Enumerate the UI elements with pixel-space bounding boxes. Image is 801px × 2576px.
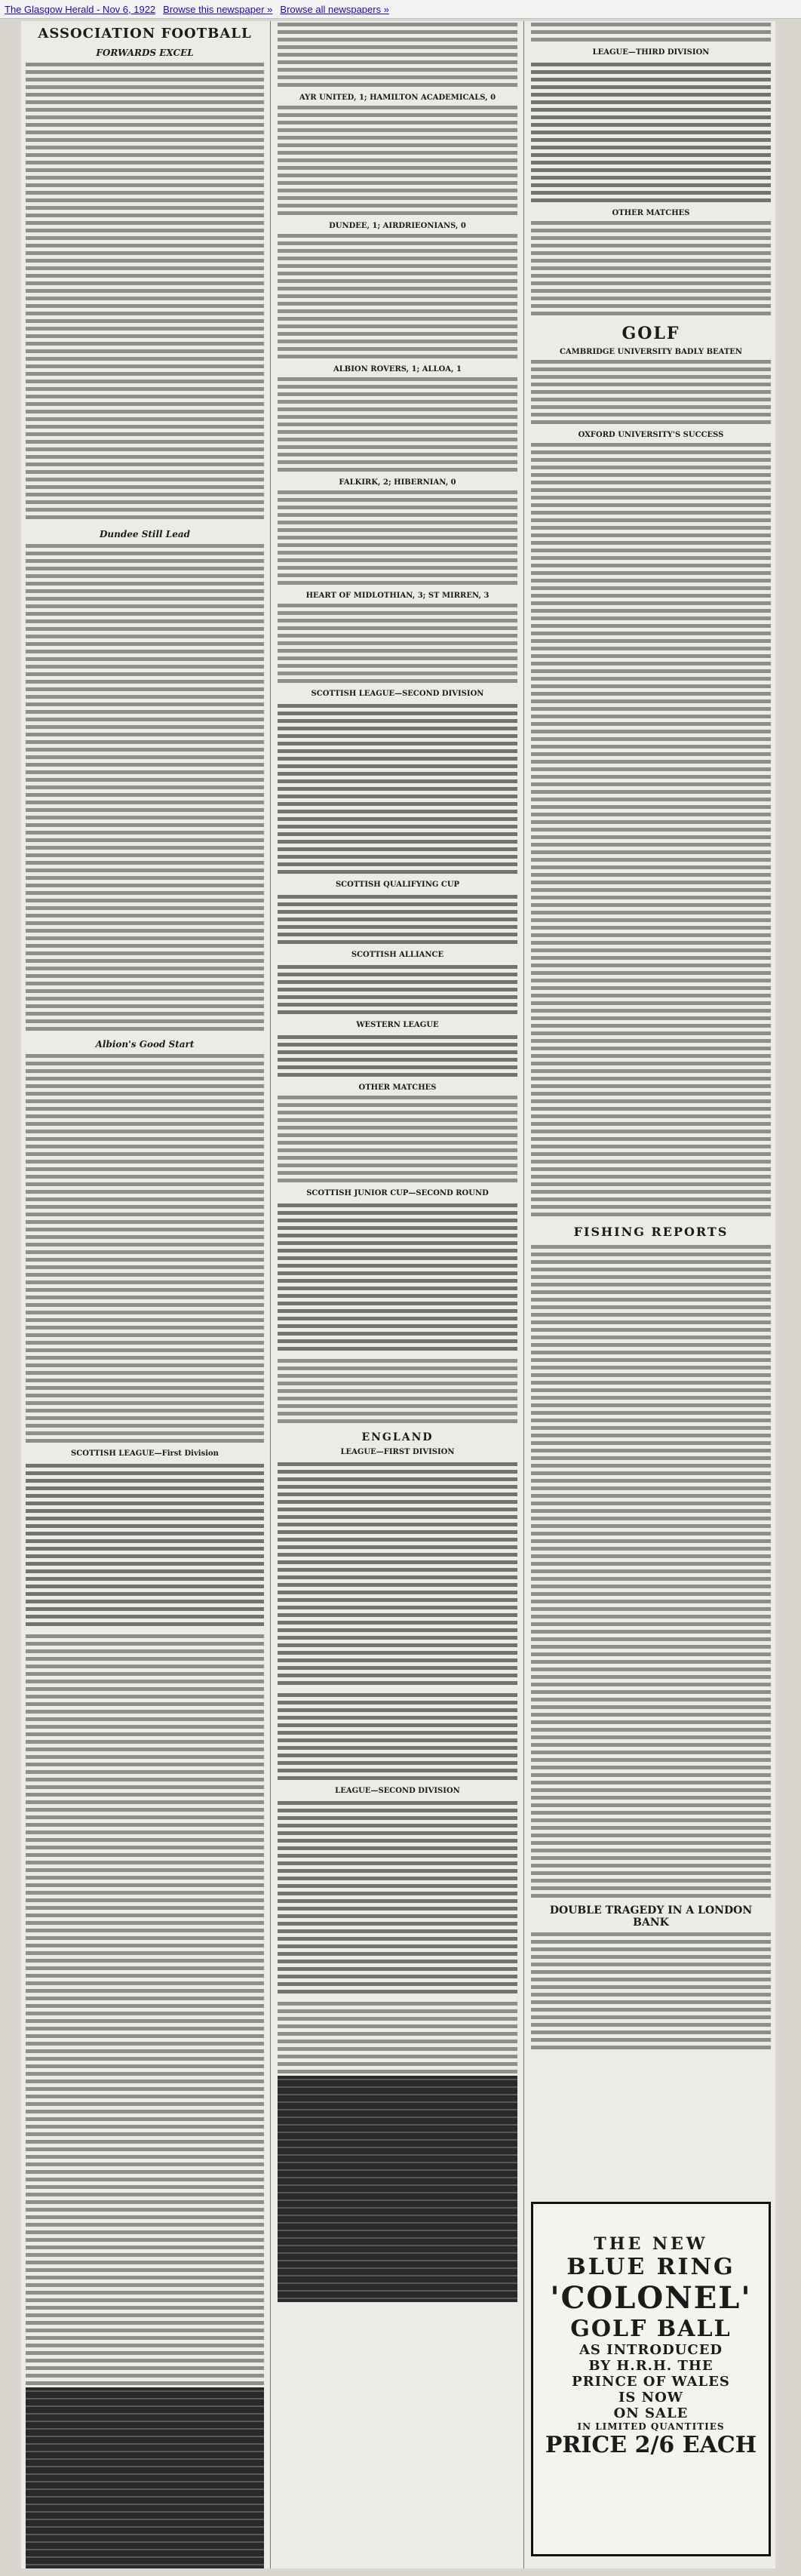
- browse-this-newspaper-link[interactable]: Browse this newspaper »: [163, 3, 273, 15]
- column-2: [278, 21, 517, 2568]
- league-table: [278, 702, 517, 876]
- article-headline: CAMBRIDGE UNIVERSITY BADLY BEATEN: [559, 348, 743, 356]
- match-report: [278, 104, 517, 217]
- article-body: [531, 441, 771, 1219]
- match-report: [278, 602, 517, 685]
- ad-line: ON SALE: [613, 2405, 689, 2421]
- column-3: [531, 21, 771, 2568]
- column-1: [26, 21, 264, 2568]
- ad-line: IN LIMITED QUANTITIES: [577, 2421, 725, 2432]
- results-heading: WESTERN LEAGUE: [356, 1021, 439, 1029]
- ad-line: BY H.R.H. THE: [588, 2358, 714, 2374]
- section-heading: ENGLAND: [361, 1431, 434, 1443]
- newspaper-title-link[interactable]: The Glasgow Herald - Nov 6, 1922: [5, 3, 156, 15]
- match-heading: ALBION ROVERS, 1; ALLOA, 1: [333, 365, 462, 373]
- match-report: [278, 376, 517, 474]
- results-list: [278, 893, 517, 946]
- league-table: [278, 1461, 517, 1687]
- dark-print-area: [26, 2387, 264, 2568]
- browser-header-bar: [0, 0, 801, 19]
- column-rule: [523, 21, 524, 2568]
- results-heading: OTHER MATCHES: [612, 209, 690, 217]
- section-heading: FISHING REPORTS: [573, 1225, 729, 1239]
- league-table: [278, 1800, 517, 1996]
- article-headline: ASSOCIATION FOOTBALL: [38, 26, 252, 41]
- ad-line: PRINCE OF WALES: [572, 2374, 730, 2390]
- table-heading: LEAGUE—FIRST DIVISION: [340, 1448, 455, 1456]
- article-subhead: Albion's Good Start: [95, 1039, 195, 1050]
- article-headline: OXFORD UNIVERSITY'S SUCCESS: [578, 431, 724, 439]
- dark-print-area: [278, 2076, 517, 2302]
- column-rule: [270, 21, 271, 2568]
- article-body: [26, 61, 264, 523]
- match-report: [278, 489, 517, 587]
- match-reports: [26, 1633, 264, 2387]
- results-heading: SCOTTISH QUALIFYING CUP: [335, 881, 460, 889]
- match-heading: DUNDEE, 1; AIRDRIEONIANS, 0: [329, 222, 466, 230]
- newspaper-page: [21, 21, 775, 2568]
- article-subhead: FORWARDS EXCEL: [96, 48, 194, 58]
- article-subhead: Dundee Still Lead: [100, 529, 190, 539]
- results-list: [531, 21, 771, 44]
- table-heading: SCOTTISH LEAGUE—SECOND DIVISION: [311, 690, 484, 698]
- league-table: [531, 61, 771, 204]
- table-heading: LEAGUE—THIRD DIVISION: [592, 48, 710, 57]
- match-heading: FALKIRK, 2; HIBERNIAN, 0: [339, 478, 456, 487]
- results-heading: OTHER MATCHES: [358, 1084, 437, 1092]
- match-heading: AYR UNITED, 1; HAMILTON ACADEMICALS, 0: [299, 94, 496, 102]
- section-heading: GOLF: [621, 324, 680, 343]
- ad-line: BLUE RING: [566, 2254, 735, 2280]
- ad-line: AS INTRODUCED: [578, 2342, 723, 2358]
- league-table: [26, 1462, 264, 1628]
- results-heading: SCOTTISH JUNIOR CUP—SECOND ROUND: [306, 1189, 489, 1197]
- results-list: [278, 1202, 517, 1353]
- ad-line: GOLF BALL: [570, 2316, 732, 2342]
- article-body: [26, 1053, 264, 1445]
- results-list: [278, 1034, 517, 1079]
- article-body: [531, 358, 771, 426]
- article-body: [278, 21, 517, 89]
- golf-ball-advertisement: [531, 2202, 771, 2556]
- article-body: [278, 1357, 517, 1425]
- article-body: [531, 1243, 771, 1900]
- browse-all-newspapers-link[interactable]: Browse all newspapers »: [280, 3, 389, 15]
- results-list: [278, 2000, 517, 2076]
- table-heading: LEAGUE—SECOND DIVISION: [335, 1787, 460, 1795]
- match-heading: HEART OF MIDLOTHIAN, 3; ST MIRREN, 3: [305, 592, 490, 600]
- league-table-title: SCOTTISH LEAGUE—First Division: [71, 1449, 219, 1458]
- results-list: [531, 220, 771, 318]
- ad-line: IS NOW: [618, 2390, 684, 2405]
- article-body: [26, 543, 264, 1033]
- match-report: [278, 232, 517, 361]
- results-list: [278, 1094, 517, 1185]
- ad-price: PRICE 2/6 EACH: [545, 2432, 757, 2458]
- results-heading: SCOTTISH ALLIANCE: [351, 951, 444, 959]
- ad-line: 'COLONEL': [550, 2280, 752, 2316]
- results-list: [278, 1692, 517, 1782]
- results-list: [278, 964, 517, 1016]
- ad-line: THE NEW: [594, 2234, 708, 2254]
- article-headline: DOUBLE TRAGEDY IN A LONDON BANK: [549, 1904, 753, 1929]
- article-body: [531, 1931, 771, 2052]
